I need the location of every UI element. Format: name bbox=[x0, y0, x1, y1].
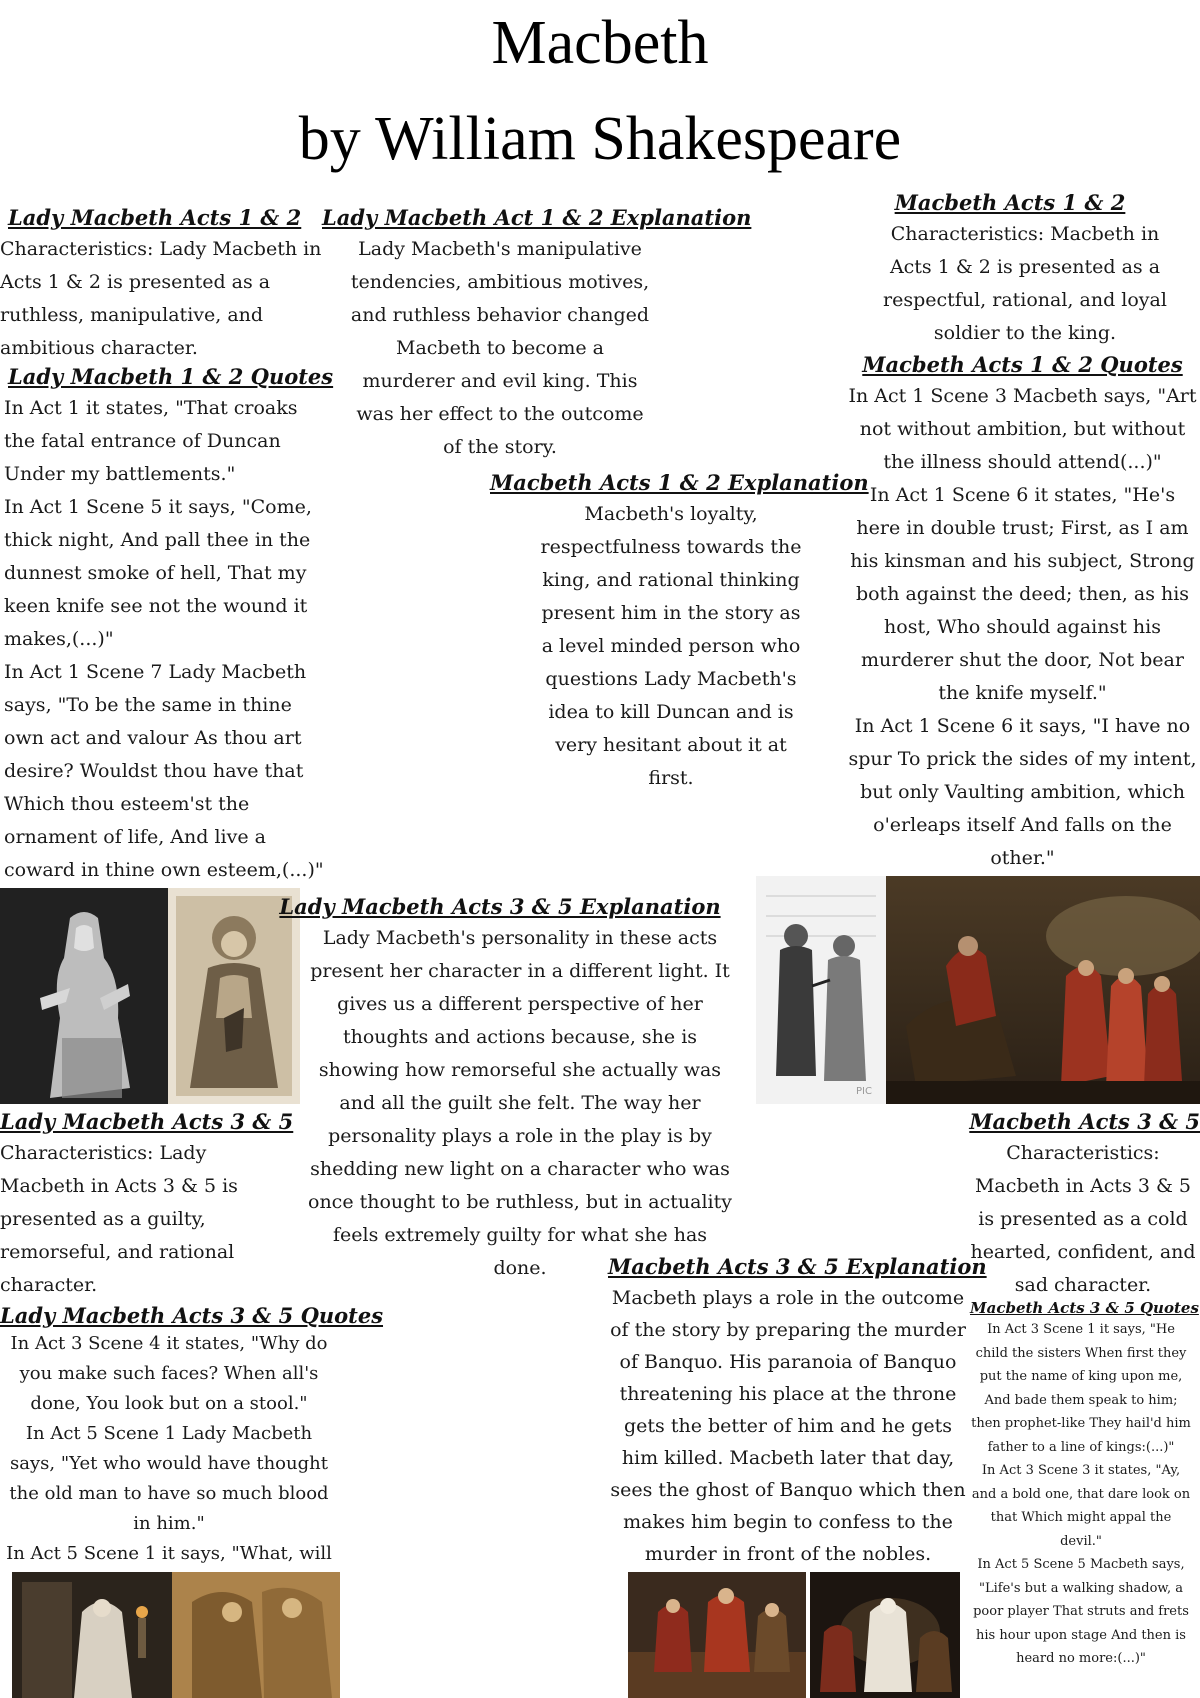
quote: In Act 1 it states, "That croaks the fatal entrance of Duncan Under my battlements." bbox=[4, 397, 298, 485]
section-heading: Macbeth Acts 3 & 5 bbox=[969, 1109, 1200, 1134]
macbeth-acts-1-2-explanation bbox=[490, 468, 869, 795]
macbeth-acts-3-5-explanation bbox=[608, 1252, 987, 1570]
quote: In Act 1 Scene 7 Lady Macbeth says, "To be the same in thine own act and valour As thou art desire? Wouldst thou have that Which thou esteem'st the ornament of life, And live a coward in thine own esteem,(...)" bbox=[4, 661, 324, 881]
lady-macbeth-acts-1-2-explanation bbox=[322, 203, 752, 464]
lady-macbeth-acts-3-5-section bbox=[0, 1107, 300, 1302]
section-heading: Macbeth Acts 3 & 5 Quotes bbox=[970, 1299, 1199, 1317]
macbeth-acts-3-5-section bbox=[966, 1107, 1200, 1302]
quote: In Act 1 Scene 3 Macbeth says, "Art not without ambition, but without the illness should attend(...)" bbox=[848, 385, 1197, 473]
characteristics-text: Characteristics: Lady Macbeth in Acts 3 & 5 is presented as a guilty, remorseful, and rational character. bbox=[0, 1142, 238, 1296]
lady-macbeth-sleepwalking-painting bbox=[12, 1572, 172, 1698]
macbeth-banquet-painting bbox=[628, 1572, 806, 1698]
macbeth-acts-3-5-quotes bbox=[970, 1298, 1199, 1671]
page-title: Macbeth bbox=[491, 9, 709, 77]
lady-macbeth-acts-3-5-explanation bbox=[279, 892, 735, 1285]
macbeth-witches-painting bbox=[886, 876, 1200, 1104]
section-heading: Lady Macbeth Acts 3 & 5 Explanation bbox=[279, 894, 721, 919]
section-heading: Macbeth Acts 1 & 2 Explanation bbox=[490, 470, 869, 495]
lady-macbeth-acts-1-2-section bbox=[0, 203, 330, 365]
lady-macbeth-sepia-etching bbox=[172, 1572, 340, 1698]
section-heading: Macbeth Acts 1 & 2 Quotes bbox=[862, 352, 1183, 377]
quote: In Act 5 Scene 1 Lady Macbeth says, "Yet who would have thought the old man to have so much blood in him." bbox=[9, 1423, 329, 1534]
section-heading: Lady Macbeth Acts 3 & 5 Quotes bbox=[0, 1303, 384, 1328]
characteristics-text: Characteristics: Macbeth in Acts 1 & 2 is presented as a respectful, rational, and loyal soldier to the king. bbox=[883, 223, 1167, 344]
characteristics-text: Characteristics: Lady Macbeth in Acts 1 & 2 is presented as a ruthless, manipulative, and ambitious character. bbox=[0, 238, 322, 359]
macbeth-engraving bbox=[756, 876, 886, 1104]
quote: In Act 5 Scene 1 it says, "What, will bbox=[6, 1543, 332, 1564]
quote: In Act 1 Scene 6 it says, "I have no spur To prick the sides of my intent, but only Vaulting ambition, which o'erleaps itself And falls on the other." bbox=[848, 715, 1197, 869]
section-heading: Lady Macbeth 1 & 2 Quotes bbox=[8, 364, 334, 389]
macbeth-acts-1-2-section bbox=[850, 188, 1200, 350]
characteristics-text: Characteristics: Macbeth in Acts 3 & 5 is presented as a cold hearted, confident, and sad character. bbox=[970, 1142, 1196, 1296]
page-subtitle: by William Shakespeare bbox=[298, 105, 902, 173]
quote: In Act 3 Scene 4 it states, "Why do you make such faces? When all's done, You look but on a stool." bbox=[10, 1333, 328, 1414]
quote: In Act 1 Scene 6 it states, "He's here in double trust; First, as I am his kinsman and his subject, Strong both against the deed; then, as his host, Who should against his murderer shut the door, Not bear the knife myself." bbox=[850, 484, 1195, 704]
section-heading: Lady Macbeth Acts 1 & 2 bbox=[8, 205, 302, 230]
section-heading: Lady Macbeth Act 1 & 2 Explanation bbox=[322, 205, 752, 230]
lady-macbeth-photo-1 bbox=[0, 888, 168, 1104]
watermark-text: PIC bbox=[856, 1086, 872, 1097]
section-heading: Lady Macbeth Acts 3 & 5 bbox=[0, 1109, 294, 1134]
explanation-text: Macbeth plays a role in the outcome of the story by preparing the murder of Banquo. His paranoia of Banquo threatening his place at the throne gets the better of him and he gets him killed. Macbeth later that day, sees the ghost of Banquo which then makes him begin to confess to the murder in front of the nobles. bbox=[610, 1287, 966, 1565]
section-heading: Macbeth Acts 1 & 2 bbox=[894, 190, 1126, 215]
macbeth-acts-1-2-quotes bbox=[845, 350, 1200, 875]
explanation-text: Macbeth's loyalty, respectfulness towards the king, and rational thinking present him in the story as a level minded person who questions Lady Macbeth's idea to kill Duncan and is very hesitant about it at first. bbox=[540, 503, 802, 789]
explanation-text: Lady Macbeth's manipulative tendencies, ambitious motives, and ruthless behavior changed Macbeth to become a murderer and evil king. This was her effect to the outcome of the story. bbox=[350, 238, 650, 458]
quote: In Act 5 Scene 5 Macbeth says, "Life's but a walking shadow, a poor player That struts and frets his hour upon stage And then is heard no more:(...)" bbox=[973, 1557, 1189, 1666]
section-heading: Macbeth Acts 3 & 5 Explanation bbox=[608, 1254, 987, 1279]
quote: In Act 3 Scene 1 it says, "He child the sisters When first they put the name of king upon me, And bade them speak to him; then prophet-like They hail'd him father to a line of kings:(...)" bbox=[971, 1322, 1191, 1455]
banquo-ghost-painting bbox=[810, 1572, 960, 1698]
lady-macbeth-acts-3-5-quotes bbox=[0, 1301, 384, 1599]
quote: In Act 1 Scene 5 it says, "Come, thick night, And pall thee in the dunnest smoke of hell, That my keen knife see not the wound it makes,(...)" bbox=[4, 496, 312, 650]
explanation-text: Lady Macbeth's personality in these acts present her character in a different light. It gives us a different perspective of her thoughts and actions because, she is showing how remorseful she actually was and all the guilt she felt. The way her personality plays a role in the play is by shedding new light on a character who was once thought to be ruthless, but in actuality feels extremely guilty for what she has done. bbox=[308, 927, 732, 1279]
quote: In Act 3 Scene 3 it states, "Ay, and a bold one, that dare look on that Which might appal the devil." bbox=[971, 1463, 1191, 1549]
lady-macbeth-acts-1-2-quotes bbox=[4, 362, 334, 887]
